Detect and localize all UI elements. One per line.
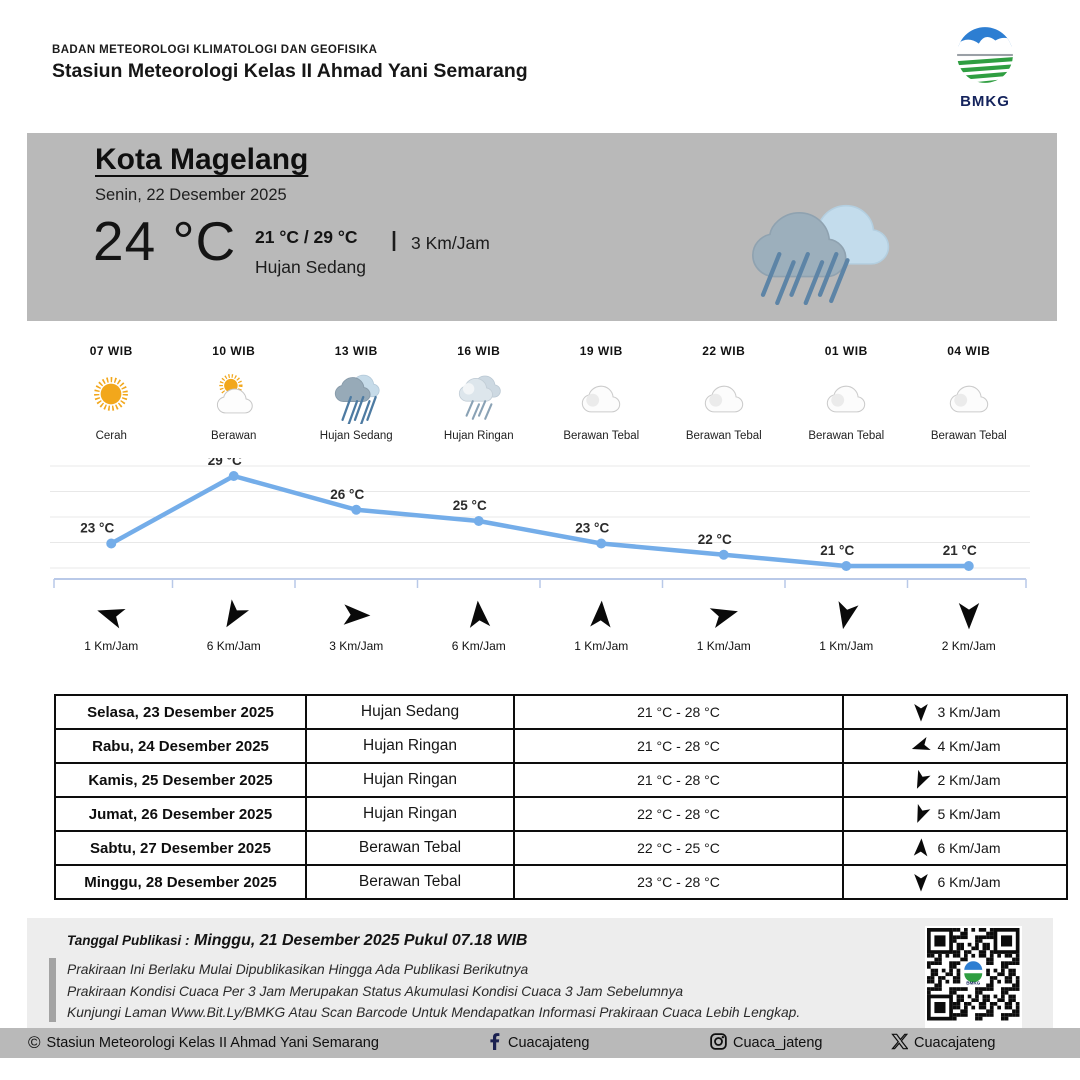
daily-temp-range-cell: 22 °C - 28 °C <box>514 797 843 831</box>
wind-speed-label: 1 Km/Jam <box>574 639 629 653</box>
wind-slot <box>295 597 418 653</box>
sun-icon <box>86 367 136 423</box>
agency-name: BADAN METEOROLOGI KLIMATOLOGI DAN GEOFISIKA <box>52 44 378 56</box>
wind-direction-arrow-icon <box>909 836 933 860</box>
hourly-weather-icon <box>173 362 296 428</box>
wind-speed-label: 1 Km/Jam <box>819 639 874 653</box>
wind-slot <box>663 597 786 653</box>
wind-slot <box>418 597 541 653</box>
social-facebook[interactable] <box>487 1028 589 1058</box>
wind-direction-arrow-icon <box>338 597 374 633</box>
wind-slot <box>173 597 296 653</box>
wind-direction-arrow-icon <box>909 734 933 758</box>
wind-speed-label: 6 Km/Jam <box>206 639 261 653</box>
hourly-slot <box>173 344 296 442</box>
thick-cloud-icon <box>821 367 871 423</box>
svg-text:23 °C: 23 °C <box>575 520 610 536</box>
wind-speed-label: 6 Km/Jam <box>451 639 506 653</box>
hourly-condition: Berawan Tebal <box>685 430 762 442</box>
wind-direction-arrow-icon <box>909 802 933 826</box>
hourly-time: 10 WIB <box>212 344 256 358</box>
daily-date-cell: Selasa, 23 Desember 2025 <box>55 695 306 729</box>
daily-date-cell: Jumat, 26 Desember 2025 <box>55 797 306 831</box>
wind-direction-arrow-icon <box>909 768 933 792</box>
hourly-condition: Berawan <box>211 430 257 442</box>
svg-text:26 °C: 26 °C <box>330 486 365 502</box>
hourly-condition: Cerah <box>95 430 127 442</box>
hourly-condition: Hujan Ringan <box>443 430 514 442</box>
hourly-weather-icon <box>785 362 908 428</box>
daily-wind-speed: 2 Km/Jam <box>937 772 1001 788</box>
daily-wind-speed: 6 Km/Jam <box>937 840 1001 856</box>
copyright-icon: © <box>28 1033 41 1052</box>
daily-condition-cell: Hujan Sedang <box>306 695 514 729</box>
hourly-weather-icon <box>663 362 786 428</box>
hourly-time: 13 WIB <box>334 344 378 358</box>
thick-cloud-icon <box>576 367 626 423</box>
daily-wind-cell <box>843 695 1067 729</box>
svg-text:BMKG: BMKG <box>966 980 981 986</box>
daily-condition-cell: Hujan Ringan <box>306 729 514 763</box>
forecast-note: Prakiraan Kondisi Cuaca Per 3 Jam Merupakan Status Akumulasi Kondisi Cuaca 3 Jam Sebelumnya <box>67 983 684 999</box>
daily-wind-speed: 6 Km/Jam <box>937 874 1001 890</box>
social-instagram[interactable] <box>710 1028 823 1058</box>
current-temperature: 24 °C <box>93 210 237 272</box>
hourly-condition: Berawan Tebal <box>563 430 640 442</box>
publication-value: Minggu, 21 Desember 2025 Pukul 07.18 WIB <box>193 932 528 949</box>
daily-condition-cell: Berawan Tebal <box>306 831 514 865</box>
hourly-slot <box>785 344 908 442</box>
daily-wind-speed: 4 Km/Jam <box>937 738 1001 754</box>
hourly-condition: Hujan Sedang <box>319 430 393 442</box>
sun-behind-cloud-icon <box>209 367 259 423</box>
footer-accent-bar <box>49 958 56 1022</box>
table-row <box>55 865 1067 899</box>
wind-speed-label: 2 Km/Jam <box>941 639 996 653</box>
bmkg-logo-icon <box>954 73 1016 90</box>
daily-condition-cell: Berawan Tebal <box>306 865 514 899</box>
thick-cloud-icon <box>699 367 749 423</box>
daily-wind-speed: 5 Km/Jam <box>937 806 1001 822</box>
daily-date-cell: Sabtu, 27 Desember 2025 <box>55 831 306 865</box>
forecast-note: Prakiraan Ini Berlaku Mulai Dipublikasikan Hingga Ada Publikasi Berikutnya <box>67 962 529 977</box>
hourly-slot <box>908 344 1031 442</box>
daily-date-cell: Kamis, 25 Desember 2025 <box>55 763 306 797</box>
hourly-weather-icon <box>295 362 418 428</box>
wind-direction-indicator-icon <box>389 229 399 258</box>
social-handle: Cuacajateng <box>508 1035 590 1051</box>
current-condition: Hujan Sedang <box>255 257 366 277</box>
svg-text:29 °C: 29 °C <box>207 458 242 468</box>
daily-condition-cell: Hujan Ringan <box>306 763 514 797</box>
bottom-bar <box>0 1028 1080 1058</box>
svg-text:23 °C: 23 °C <box>80 520 115 536</box>
wind-speed-label: 1 Km/Jam <box>84 639 139 653</box>
wind-direction-arrow-icon <box>951 597 987 633</box>
forecast-note: Kunjungi Laman Www.Bit.Ly/BMKG Atau Scan Barcode Untuk Mendapatkan Informasi Prakiraan Cuaca Lebih Lengkap. <box>67 1005 801 1020</box>
wind-slot <box>908 597 1031 653</box>
current-weather-rain-cloud-icon <box>739 191 899 310</box>
temperature-range: 21 °C / 29 °C <box>255 227 358 247</box>
wind-direction-arrow-icon <box>93 597 129 633</box>
forecast-notes <box>67 959 800 1024</box>
hourly-time: 19 WIB <box>579 344 623 358</box>
qr-code <box>925 926 1022 1028</box>
chart-svg <box>50 458 1030 594</box>
svg-text:21 °C: 21 °C <box>942 543 977 558</box>
daily-temp-range-cell: 23 °C - 28 °C <box>514 865 843 899</box>
wind-slot <box>785 597 908 653</box>
rain-cloud-icon <box>331 366 381 424</box>
table-row <box>55 695 1067 729</box>
hourly-condition: Berawan Tebal <box>808 430 885 442</box>
x-icon <box>891 1033 908 1054</box>
city-name: Kota Magelang <box>95 143 309 176</box>
footer <box>27 918 1053 1028</box>
wind-direction-arrow-icon <box>216 597 252 633</box>
daily-temp-range-cell: 21 °C - 28 °C <box>514 763 843 797</box>
thick-cloud-icon <box>944 367 994 423</box>
hourly-time: 07 WIB <box>89 344 133 358</box>
facebook-icon <box>487 1033 502 1054</box>
table-row <box>55 729 1067 763</box>
wind-slot <box>540 597 663 653</box>
instagram-icon <box>710 1033 727 1054</box>
daily-wind-cell <box>843 831 1067 865</box>
daily-wind-cell <box>843 729 1067 763</box>
wind-direction-arrow-icon <box>828 597 864 633</box>
current-wind-speed: 3 Km/Jam <box>411 233 490 253</box>
daily-date-cell: Rabu, 24 Desember 2025 <box>55 729 306 763</box>
daily-wind-cell <box>843 865 1067 899</box>
daily-temp-range-cell: 21 °C - 28 °C <box>514 729 843 763</box>
social-handle: Cuaca_jateng <box>733 1035 823 1051</box>
bmkg-logo-label: BMKG <box>960 93 1010 110</box>
table-row <box>55 831 1067 865</box>
svg-text:21 °C: 21 °C <box>820 543 855 558</box>
temperature-chart <box>50 458 1030 594</box>
daily-wind-speed: 3 Km/Jam <box>937 704 1001 720</box>
publication-label: Tanggal Publikasi : <box>67 933 190 948</box>
wind-speed-label: 1 Km/Jam <box>696 639 751 653</box>
forecast-date: Senin, 22 Desember 2025 <box>95 186 287 204</box>
social-x[interactable] <box>891 1028 995 1058</box>
hourly-condition: Berawan Tebal <box>930 430 1007 442</box>
hourly-weather-icon <box>418 362 541 428</box>
hourly-slot <box>295 344 418 442</box>
table-row <box>55 763 1067 797</box>
hourly-time: 22 WIB <box>702 344 746 358</box>
daily-date-cell: Minggu, 28 Desember 2025 <box>55 865 306 899</box>
daily-wind-cell <box>843 797 1067 831</box>
wind-direction-arrow-icon <box>461 597 497 633</box>
wind-speed-label: 3 Km/Jam <box>329 639 384 653</box>
hourly-time: 01 WIB <box>824 344 868 358</box>
light-rain-cloud-icon <box>454 366 504 424</box>
wind-direction-arrow-icon <box>909 870 933 894</box>
hourly-time: 04 WIB <box>947 344 991 358</box>
svg-text:22 °C: 22 °C <box>697 531 732 547</box>
wind-direction-arrow-icon <box>583 597 619 633</box>
copyright-text: Stasiun Meteorologi Kelas II Ahmad Yani Semarang <box>46 1035 379 1051</box>
station-name: Stasiun Meteorologi Kelas II Ahmad Yani Semarang <box>52 60 528 82</box>
wind-slot <box>50 597 173 653</box>
hourly-slot <box>50 344 173 442</box>
daily-wind-cell <box>843 763 1067 797</box>
table-row <box>55 797 1067 831</box>
daily-condition-cell: Hujan Ringan <box>306 797 514 831</box>
hourly-weather-icon <box>540 362 663 428</box>
hourly-weather-icon <box>50 362 173 428</box>
hourly-time: 16 WIB <box>457 344 501 358</box>
hourly-slot <box>540 344 663 442</box>
wind-direction-arrow-icon <box>909 700 933 724</box>
current-weather-card <box>27 133 1057 321</box>
social-handle: Cuacajateng <box>914 1035 996 1051</box>
daily-temp-range-cell: 22 °C - 25 °C <box>514 831 843 865</box>
svg-text:25 °C: 25 °C <box>452 498 487 513</box>
publication-date <box>67 932 527 950</box>
hourly-forecast-row <box>50 344 1030 442</box>
bmkg-logo <box>948 24 1022 110</box>
wind-direction-arrow-icon <box>706 597 742 633</box>
daily-temp-range-cell: 21 °C - 28 °C <box>514 695 843 729</box>
wind-direction-row <box>50 597 1030 653</box>
daily-forecast-table <box>54 694 1068 900</box>
hourly-slot <box>663 344 786 442</box>
hourly-slot <box>418 344 541 442</box>
hourly-weather-icon <box>908 362 1031 428</box>
